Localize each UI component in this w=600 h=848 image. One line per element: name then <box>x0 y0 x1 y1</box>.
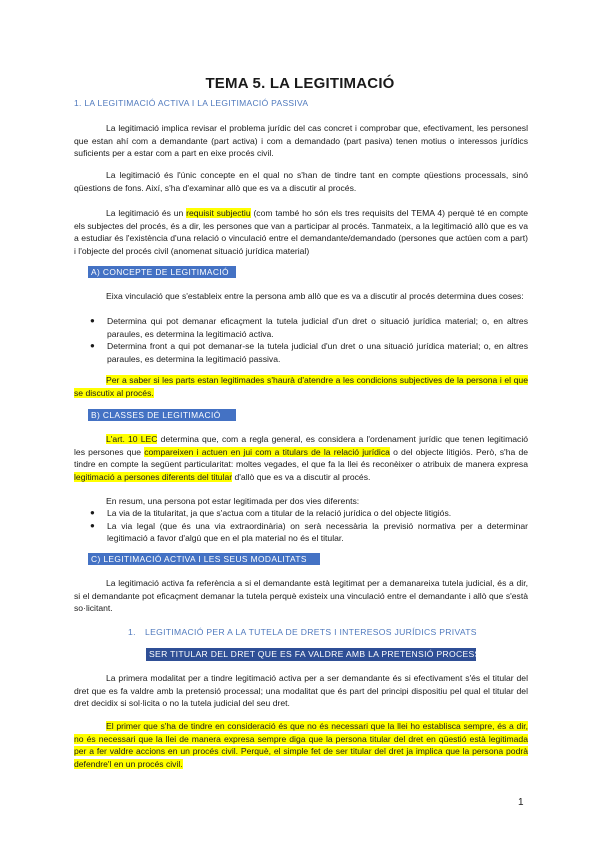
list-item-text: Determina front a qui pot demanar-se la tutela judicial d'un dret o una situació jurídica material; o, en altres paraules, es determina la legitimació passiva. <box>107 341 528 364</box>
list-item-text: La via de la titularitat, ja que s'actua com a titular de la relació jurídica o del objecte litigiós. <box>107 508 452 518</box>
section-heading: 1. LA LEGITIMACIÓ ACTIVA I LA LEGITIMACIÓ PASSIVA <box>74 98 309 108</box>
paragraph-vinculacio-text: Eixa vinculació que s'estableix entre la persona amb allò que es va a discutir al procés determina dues coses: <box>106 291 524 301</box>
paragraph-fons <box>74 169 528 194</box>
bullet-list-vies <box>74 507 528 545</box>
list-item <box>74 507 528 520</box>
paragraph-vinculacio <box>74 290 528 303</box>
paragraph-art10 <box>74 433 528 483</box>
highlight-compareixen: compareixen i actuen en jui com a titulars de la relació jurídica <box>144 446 390 457</box>
highlight-persones-diferents: legitimació a persones diferents del titular <box>74 471 233 482</box>
paragraph-art10-b: o del objecte litigiós. Però, s'ha de tindre en compte la següent particularitat: moltes vegades, el que fa la llei és reconèixer o atribuix de manera expresa <box>74 446 528 470</box>
highlight-condicions: Per a saber si les parts estan legitimades s'haurà d'atendre a les condicions subjectives de la persona i el que se discutix al procés. <box>74 375 528 398</box>
paragraph-legitimacio-activa <box>74 577 528 615</box>
paragraph-resum-text: En resum, una persona pot estar legitimada per dos vies diferents: <box>106 496 360 506</box>
page-title: TEMA 5. LA LEGITIMACIÓ <box>205 75 395 92</box>
paragraph-requisit-b: (com també ho són els tres requisits del TEMA 4) perquè té en compte els subjectes del procés, és a dir, les persones que van a participar al procés. Tanmateix, a la legitimació allò que es va a estudiar és l'existència d'una relació o vinculació entre el demandante/demandado (persones que actúen com a part) i l'objecte del procés civil (anomenat situació jurídica material) <box>74 208 529 256</box>
paragraph-intro <box>74 122 528 160</box>
page-number: 1 <box>518 797 524 808</box>
bullet-list-legitimacio <box>74 315 528 365</box>
subsection-band-b: B) CLASSES DE LEGITIMACIÓ <box>88 409 236 421</box>
list-item <box>74 520 528 545</box>
highlight-requisit-subjectiu: requisit subjectiu <box>186 208 251 218</box>
list-item-text: La via legal (que és una via extraordinària) on serà necessària la previsió normativa per a determinar legitimació a favor d'algú que en el pla material no és el titular. <box>107 520 528 544</box>
list-item <box>74 315 528 340</box>
paragraph-fons-text: La legitimació és l'únic concepte en el qual no s'han de tindre tant en compte qüestions processals, sinó qüestions de fons. Així, s'ha d'examinar allò que es va a discutir al procés. <box>74 170 528 193</box>
paragraph-requisit-a: La legitimació és un <box>106 208 187 218</box>
bullet-icon: ● <box>90 508 95 517</box>
bullet-icon: ● <box>90 520 95 530</box>
paragraph-consideracio <box>74 720 528 770</box>
bullet-icon: ● <box>90 316 95 325</box>
highlight-art10-lec: L'art. 10 LEC <box>106 434 158 444</box>
paragraph-condicions <box>74 374 528 399</box>
paragraph-art10-c: d'allò que es va a discutir al procés. <box>232 471 371 482</box>
subsection-band-c: C) LEGITIMACIÓ ACTIVA I LES SEUS MODALITATS <box>88 553 320 565</box>
paragraph-intro-text: La legitimació implica revisar el problema jurídic del cas concret i comprobar que, efectivament, les personesl que estan ahí com a demandante (part activa) i com a demandado (part pasiva) tenen motius o interessos jurídics suficients per a estar com a part en eixe procés civil. <box>74 123 528 159</box>
subsection-band-a: A) CONCEPTE DE LEGITIMACIÓ <box>88 266 236 278</box>
bullet-icon: ● <box>90 341 95 351</box>
paragraph-requisit <box>74 207 528 257</box>
numbered-heading-text: LEGITIMACIÓ PER A LA TUTELA DE DRETS I INTERESOS JURÍDICS PRIVATS <box>145 627 477 637</box>
list-item <box>74 340 528 365</box>
paragraph-primera-modalitat-text: La primera modalitat per a tindre legitimació activa per a ser demandante és si efectivament s'és el titular del dret que es fa valdre amb la pretensió processal; una modalitat que és part del principi dispositiu pel qual el titular del dret decidix si sol·licita o no la tutela judicial del seu dret. <box>74 673 528 709</box>
paragraph-primera-modalitat <box>74 672 528 710</box>
numbered-heading <box>128 627 477 637</box>
list-item-text: Determina qui pot demanar eficaçment la tutela judicial d'un dret o situació jurídica material; o, en altres paraules, es determina la legitimació activa. <box>107 316 528 339</box>
paragraph-resum <box>74 495 528 508</box>
highlight-consideracio: El primer que s'ha de tindre en consideració és que no és necessari que la llei ho establisca sempre, és a dir, no és necessari que la llei de manera expresa sempre diga que la persona titular del dret en qüestió està legitimada per a fer valdre accions en un procés civil. Perquè, el simple fet de ser titular del dret ja implica que la persona podrà defendre'l en un procés civil. <box>74 721 528 769</box>
subheading-band-titular: SER TITULAR DEL DRET QUE ES FA VALDRE AMB LA PRETENSIÓ PROCESSAL <box>146 648 476 661</box>
paragraph-art10-a: determina que, com a regla general, es considera a l'ordenament jurídic que tenen legitimació les persones que <box>74 434 529 457</box>
paragraph-legitimacio-activa-text: La legitimació activa fa referència a si el demandante està legitimat per a demanareixa tutela judicial, és a dir, si el demandante pot eficaçment demanar la tutela perquè existeix una vinculació entre el demandante i allò que s'està so·licitant. <box>74 578 528 614</box>
numbered-heading-number: 1. <box>128 627 136 637</box>
